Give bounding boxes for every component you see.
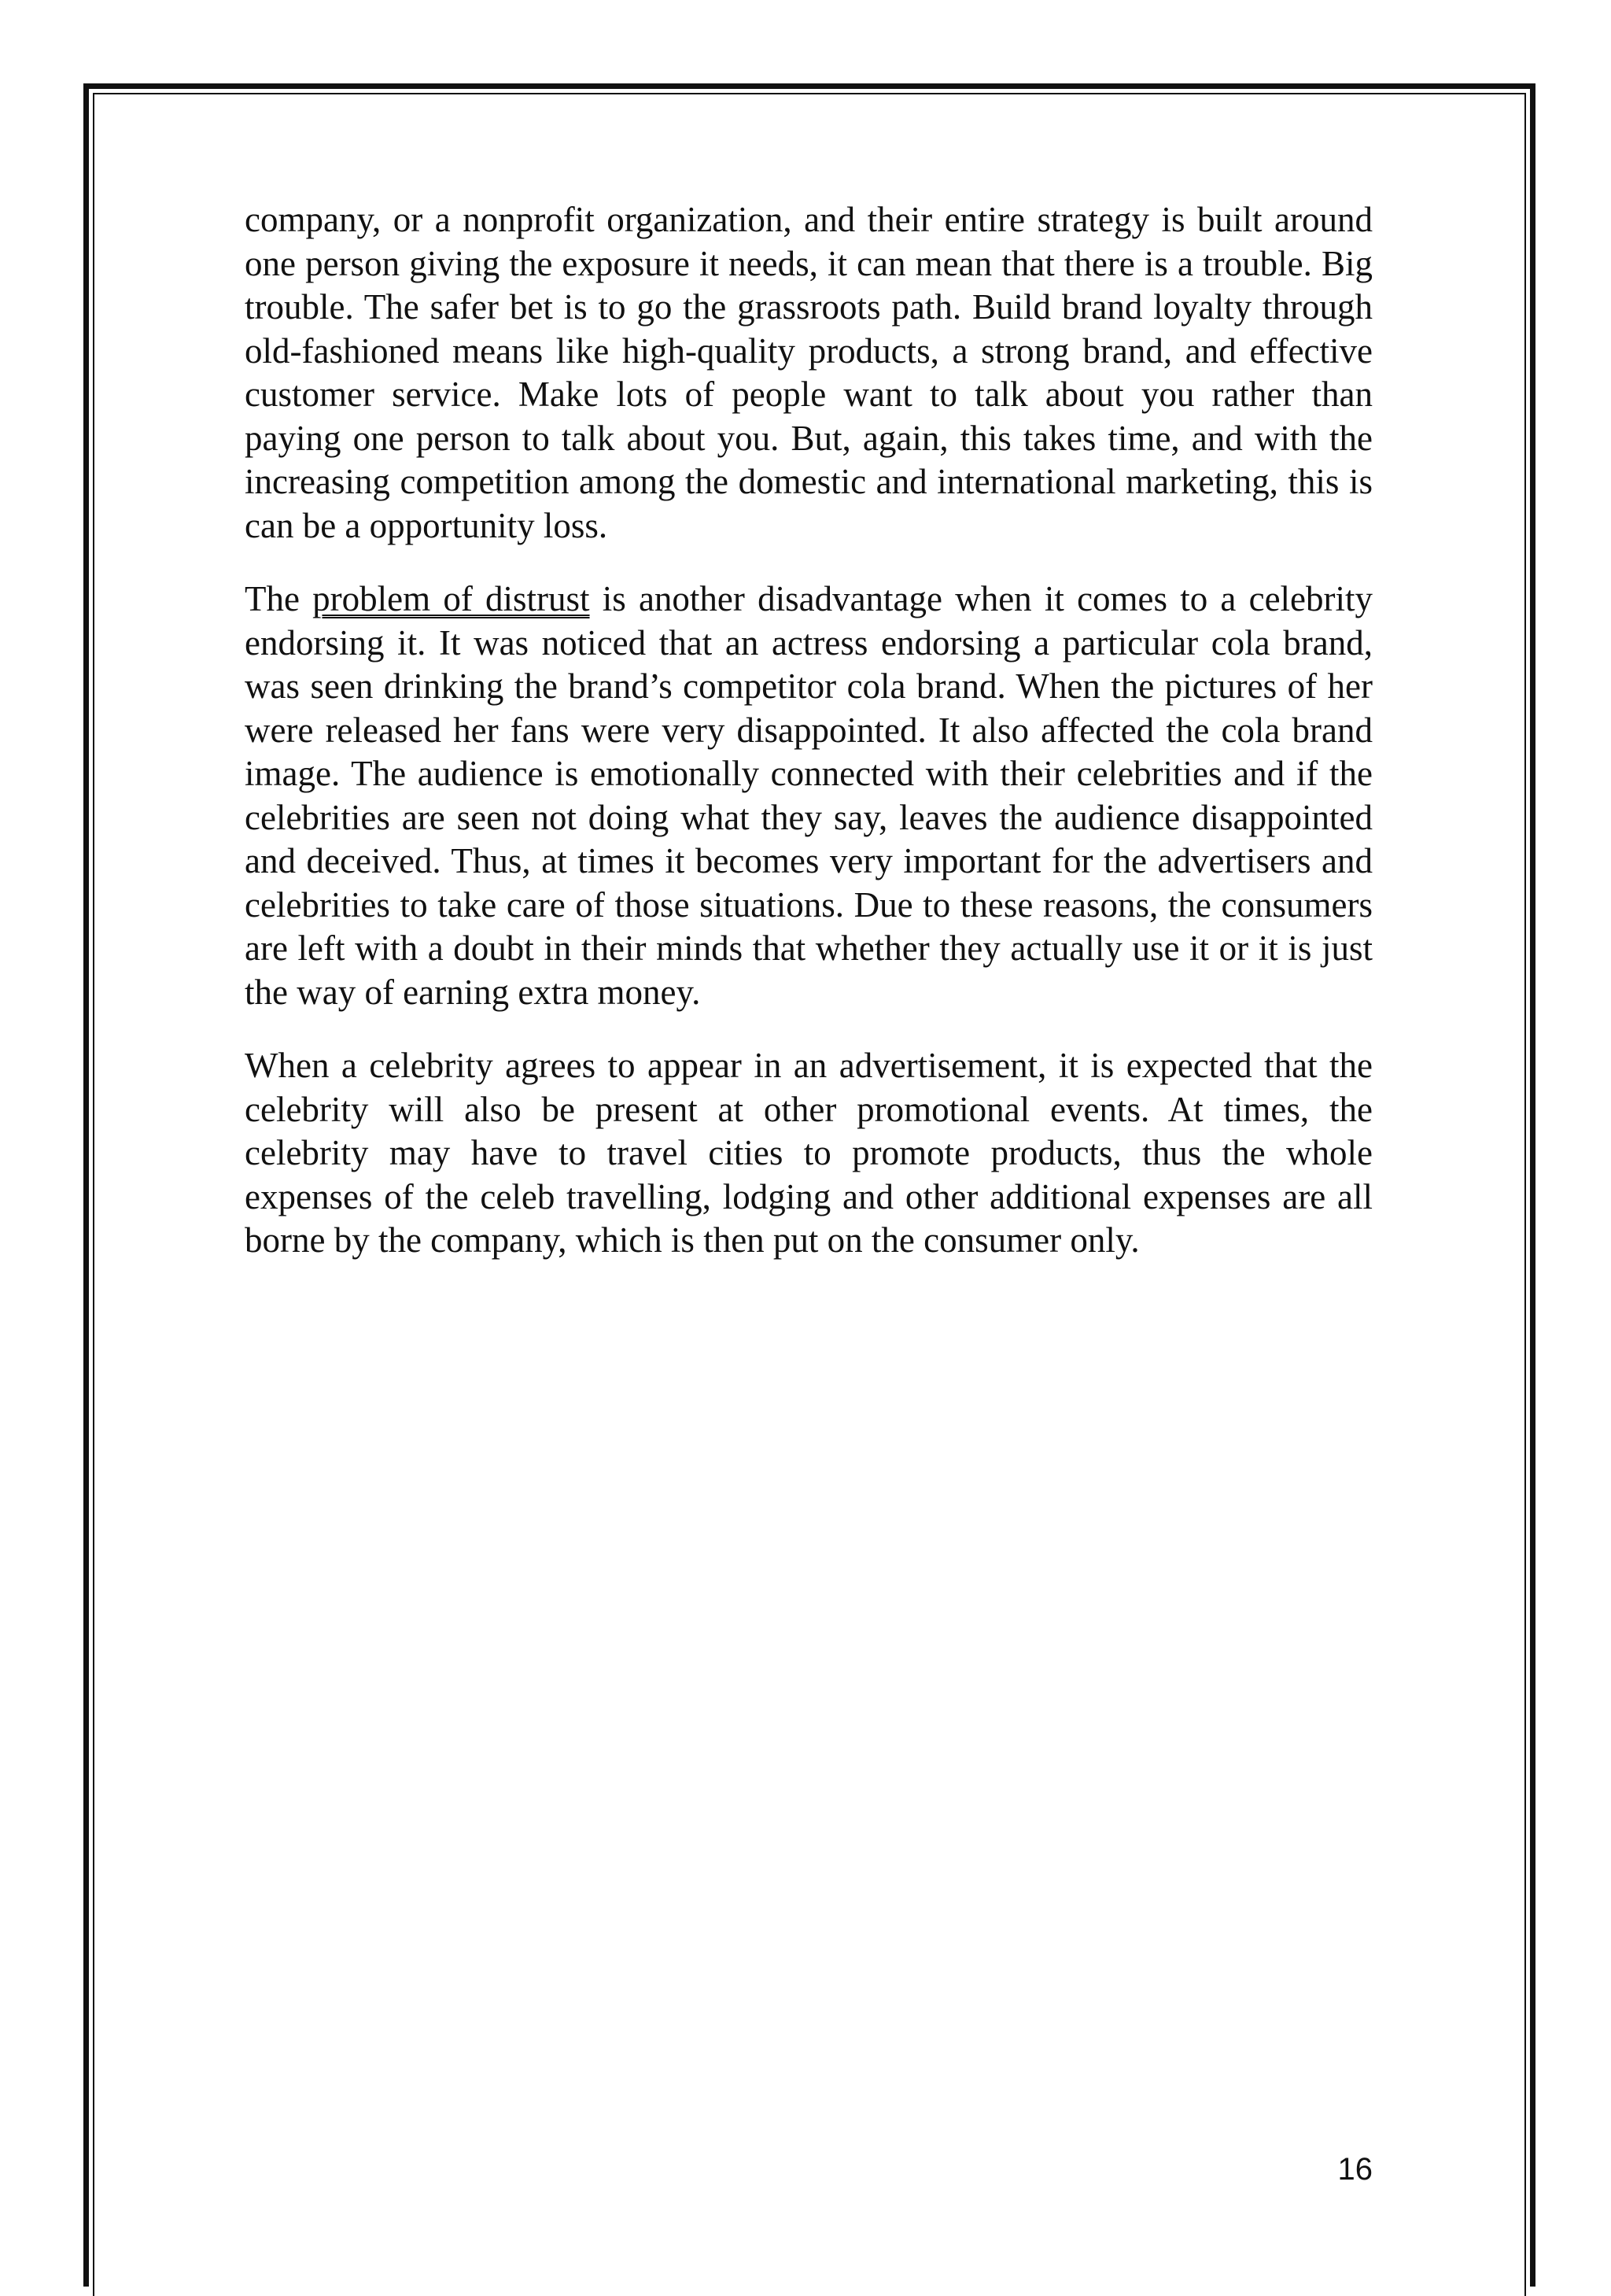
- page-number: 16: [1337, 2152, 1373, 2187]
- underlined-phrase: problem of distrust: [312, 579, 590, 618]
- paragraph-1: company, or a nonprofit organization, and their entire strategy is built around one person giving the exposure it needs, it can mean that there is a trouble. Big trouble. The safer bet is to go the grassroots path. Build brand loyalty through old-fashioned means like high-quality products, a strong brand, and effective customer service. Make lots of people want to talk about you rather than paying one person to talk about you. But, again, this takes time, and with the increasing competition among the domestic and international marketing, this is can be a opportunity loss.: [245, 200, 1373, 545]
- paragraph-2-rest: is another disadvantage when it comes to a celebrity endorsing it. It was noticed that an actress endorsing a particular cola brand, was seen drinking the brand’s competitor cola brand. When the pictures of her were released her fans were very disappointed. It also affected the cola brand image. The audience is emotionally connected with their celebrities and if the celebrities are seen not doing what they say, leaves the audience disappointed and deceived. Thus, at times it becomes very important for the advertisers and celebrities to take care of those situations. Due to these reasons, the consumers are left with a doubt in their minds that whether they actually use it or it is just the way of earning extra money.: [245, 579, 1373, 1012]
- paragraph-3: When a celebrity agrees to appear in an advertisement, it is expected that the celebrity will also be present at other promotional events. At times, the celebrity may have to travel cities to promote products, thus the whole expenses of the celeb travelling, lodging and other additional expenses are all borne by the company, which is then put on the consumer only.: [245, 1046, 1373, 1260]
- paragraph-2: [245, 578, 1373, 1014]
- paragraph-2-lead: The: [245, 579, 313, 618]
- document-body: [245, 198, 1373, 1293]
